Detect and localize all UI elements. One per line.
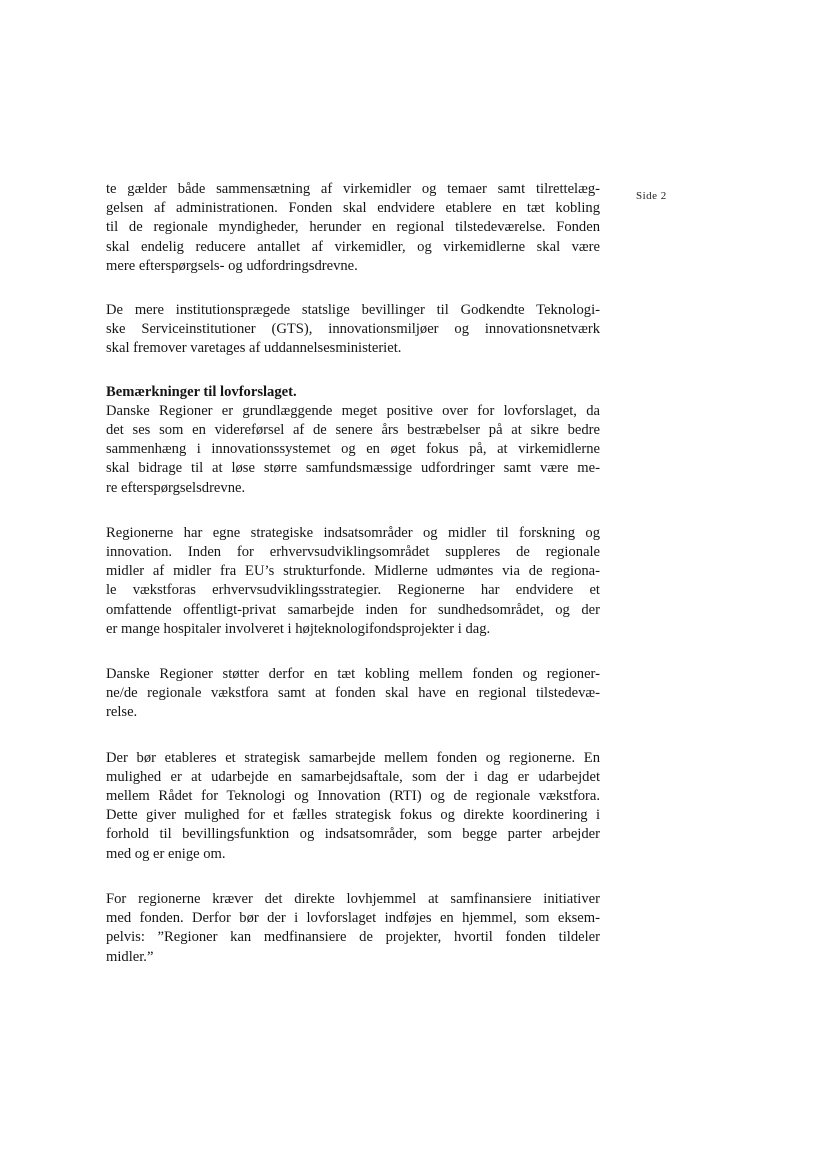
body-text [106,180,600,967]
text-line: forhold til bevillingsfunktion og indsatsområder, som begge parter arbejder [106,826,600,843]
text-line: mellem Rådet for Teknologi og Innovation (RTI) og de regionale vækstfora. [106,788,600,805]
paragraph-remarks [106,383,600,498]
text-line: med fonden. Derfor bør der i lovforslaget indføjes en hjemmel, som eksem- [106,910,600,927]
text-line: midler.” [106,948,154,965]
text-line: innovation. Inden for erhvervsudviklingsområdet suppleres de regionale [106,544,600,561]
text-line: midler af midler fra EU’s strukturfonde. Midlerne udmøntes via de regiona- [106,563,600,580]
page-number: Side 2 [636,190,667,202]
text-line: relse. [106,704,138,721]
text-line: gelsen af administrationen. Fonden skal endvidere etablere en tæt kobling [106,200,600,217]
paragraph-support-coupling [106,665,600,723]
text-line: skal bidrage til at løse større samfundsmæssige udfordringer samt være me- [106,460,600,477]
paragraph-strategic-cooperation [106,749,600,864]
text-line: ske Serviceinstitutioner (GTS), innovationsmiljøer og innovationsnetværk [106,321,600,338]
text-line: skal endelig reducere antallet af virkemidler, og virkemidlerne skal være [106,238,600,255]
paragraph-regional-priorities [106,524,600,639]
paragraph-fund-governance [106,180,600,276]
text-line: te gælder både sammensætning af virkemidler og temaer samt tilrettelæg- [106,181,600,197]
text-line: med og er enige om. [106,845,226,862]
text-line: skal fremover varetages af uddannelsesministeriet. [106,340,402,357]
section-heading: Bemærkninger til lovforslaget. [106,383,297,400]
text-line: mere efterspørgsels- og udfordringsdrevne. [106,257,358,274]
text-line: Der bør etableres et strategisk samarbejde mellem fonden og regionerne. En [106,749,600,766]
text-line: er mange hospitaler involveret i højteknologifondsprojekter i dag. [106,620,491,637]
text-line: ne/de regionale vækstfora samt at fonden skal have en regional tilstedevæ- [106,685,600,702]
text-line: For regionerne kræver det direkte lovhjemmel at samfinansiere initiativer [106,890,600,907]
paragraph-institutional-grants [106,301,600,359]
text-line: mulighed er at udarbejde en samarbejdsaftale, som der i dag er udarbejdet [106,768,600,785]
text-line: Danske Regioner er grundlæggende meget positive over for lovforslaget, da [106,402,600,419]
text-line: omfattende offentligt-privat samarbejde inden for sundhedsområdet, og der [106,601,600,618]
text-line: Danske Regioner støtter derfor en tæt kobling mellem fonden og regioner- [106,666,600,683]
text-line: De mere institutionsprægede statslige bevillinger til Godkendte Teknologi- [106,302,600,319]
text-line: le vækstforas erhvervsudviklingsstrategier. Regionerne har endvidere et [106,582,600,599]
text-line: Regionerne har egne strategiske indsatsområder og midler til forskning og [106,524,600,541]
text-line: til de regionale myndigheder, herunder en regional tilstedeværelse. Fonden [106,219,600,236]
text-line: Dette giver mulighed for et fælles strategisk fokus og direkte koordinering i [106,807,600,824]
text-line: re efterspørgselsdrevne. [106,479,246,496]
text-line: pelvis: ”Regioner kan medfinansiere de projekter, hvortil fonden tildeler [106,929,600,946]
text-line: det ses som en videreførsel af de senere års bestræbelser på at sikre bedre [106,422,600,439]
text-line: sammenhæng i innovationssystemet og en øget fokus på, at virkemidlerne [106,441,600,458]
paragraph-cofinancing [106,890,600,967]
